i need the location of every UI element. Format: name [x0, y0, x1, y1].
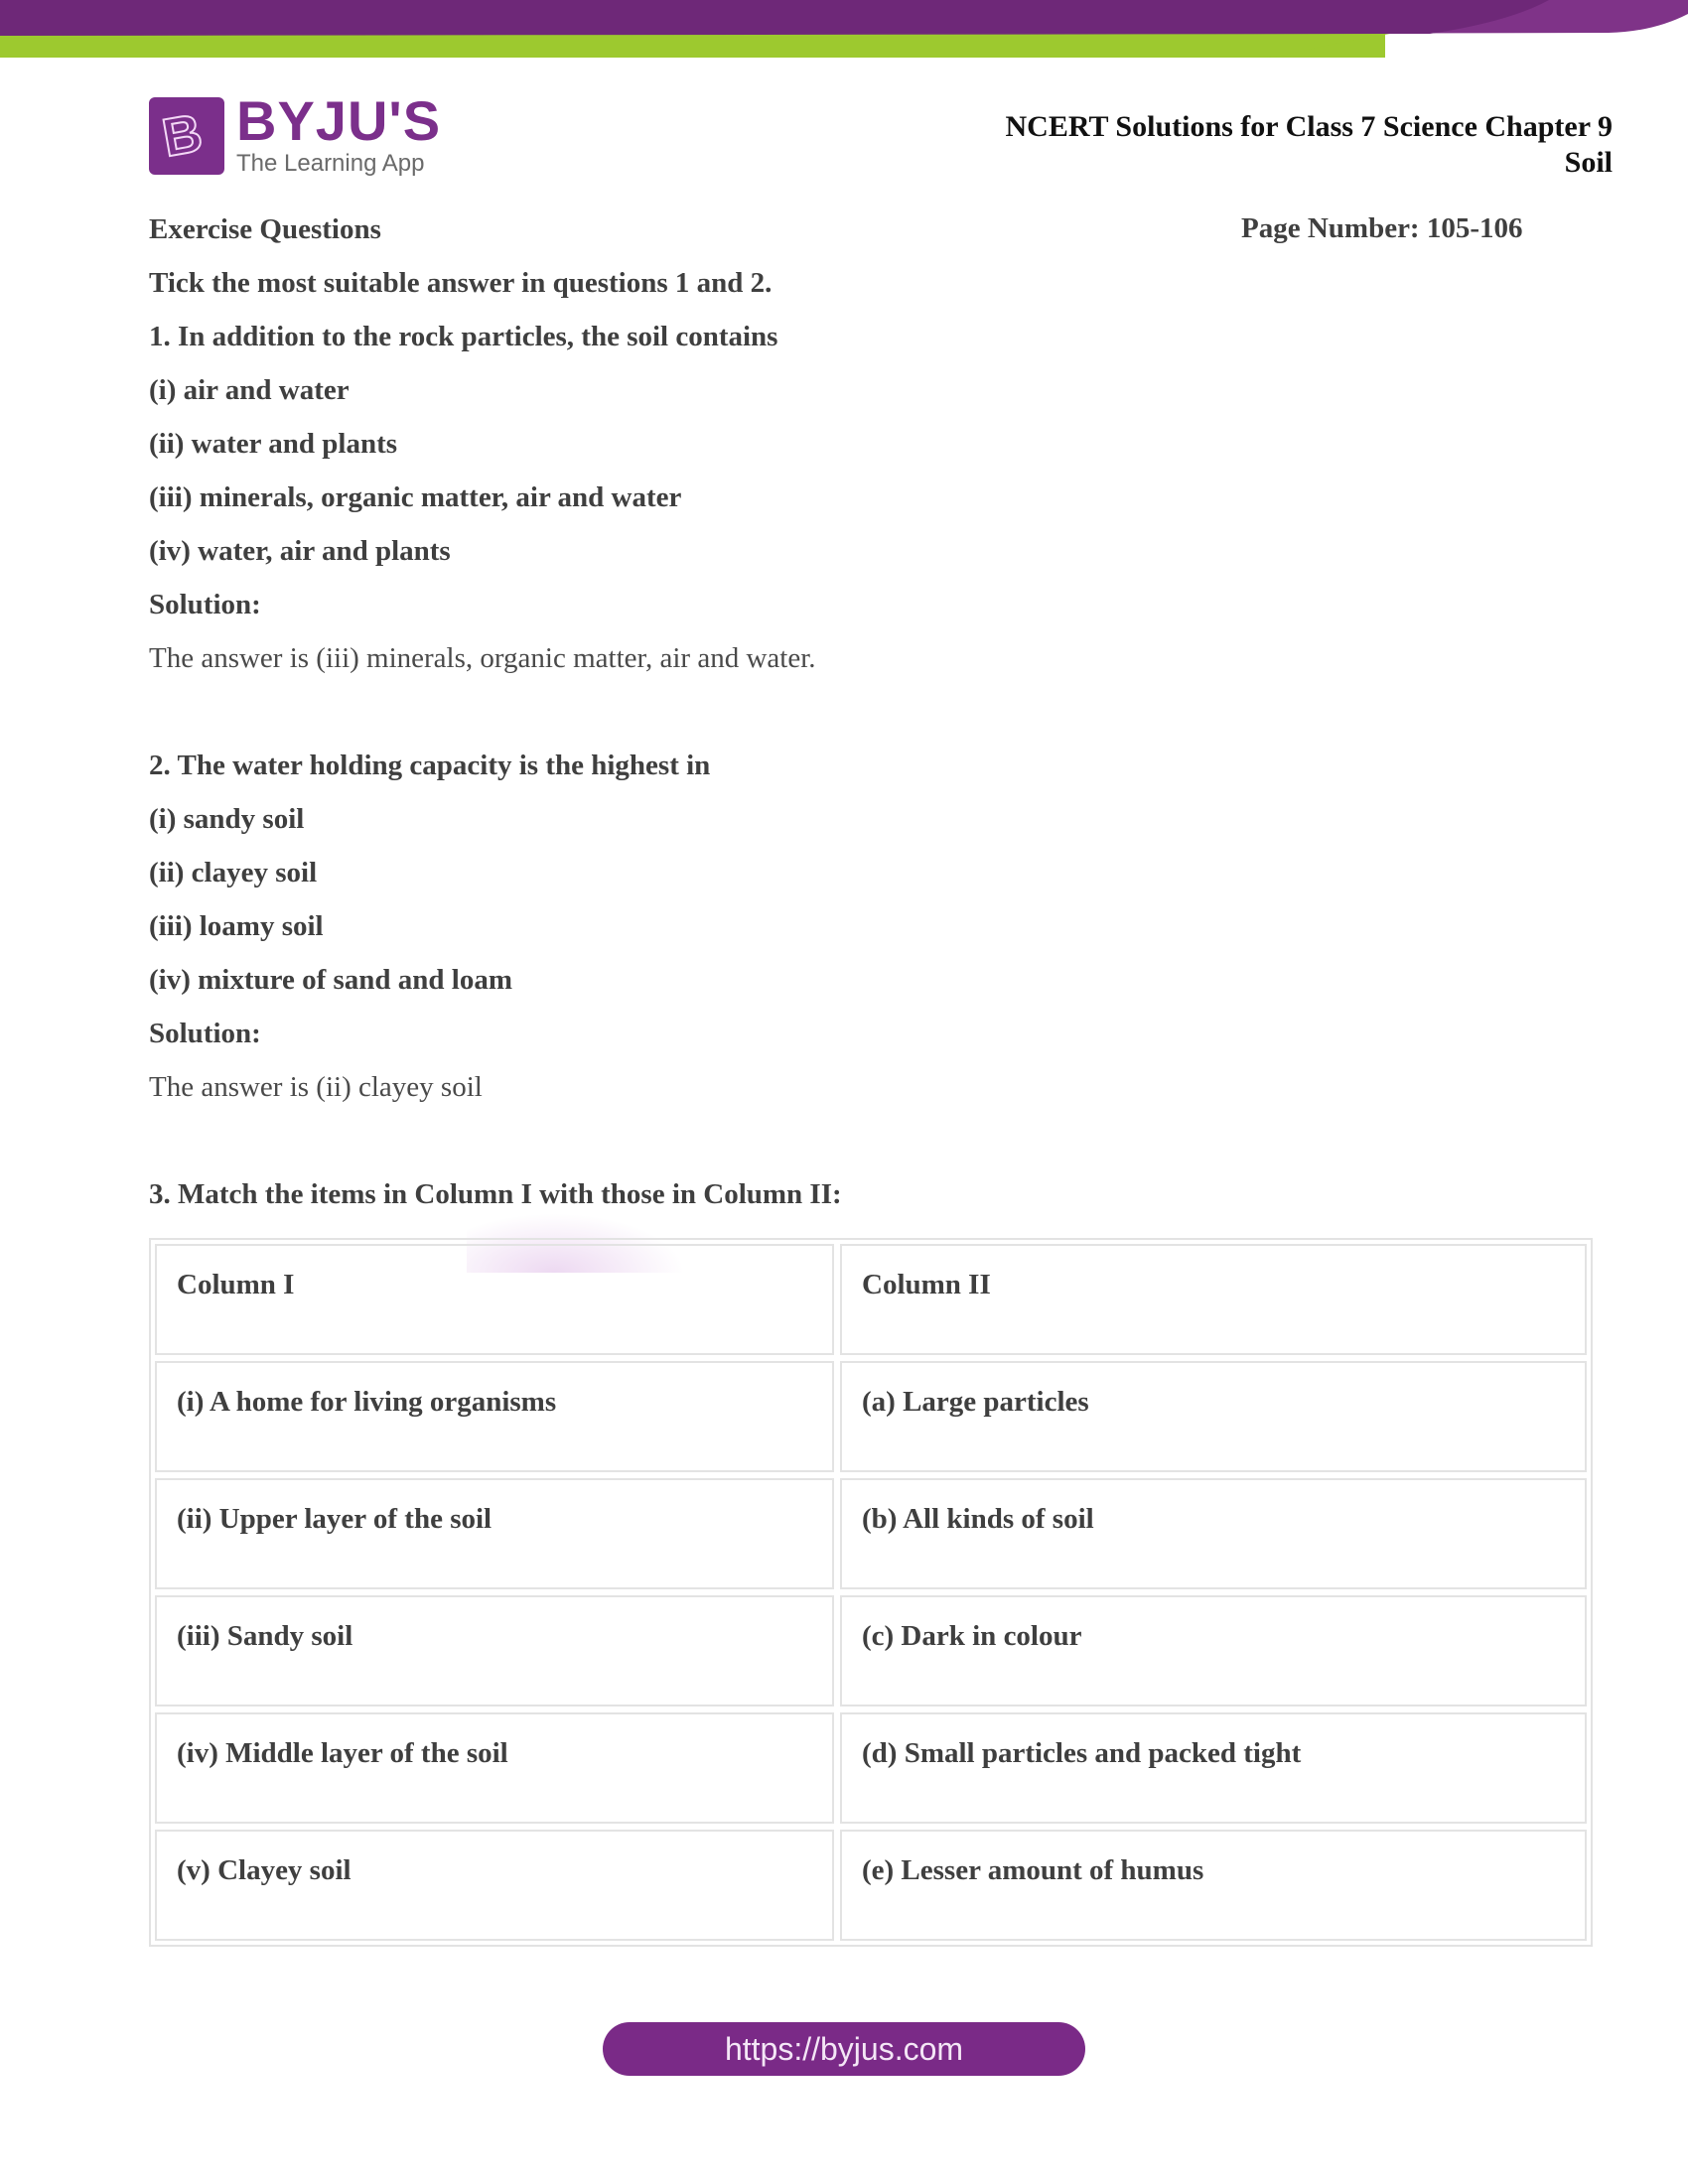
question-text: 1. In addition to the rock particles, the soil contains	[149, 321, 778, 352]
option-item: (i) sandy soil	[149, 803, 305, 835]
option-item: (iii) minerals, organic matter, air and water	[149, 481, 682, 513]
option-item: (ii) water and plants	[149, 428, 398, 460]
column-header: Column I	[155, 1244, 834, 1355]
question-1	[149, 320, 1539, 676]
section-title: Exercise Questions	[149, 213, 381, 245]
table-row	[155, 1361, 1587, 1472]
table-row	[155, 1478, 1587, 1589]
solution-label: Solution:	[149, 589, 261, 620]
logo-b-glyph: B	[158, 102, 207, 169]
column-header: Column II	[840, 1244, 1587, 1355]
table-cell: (b) All kinds of soil	[840, 1478, 1587, 1589]
table-cell: (e) Lesser amount of humus	[840, 1830, 1587, 1941]
table-cell: (v) Clayey soil	[155, 1830, 834, 1941]
solution-label: Solution:	[149, 1018, 261, 1049]
byjus-logo[interactable]	[149, 89, 442, 179]
option-item: (ii) clayey soil	[149, 857, 318, 888]
option-item: (i) air and water	[149, 374, 350, 406]
match-table	[149, 1238, 1593, 1947]
spacer	[149, 695, 1539, 749]
page-number: Page Number: 105-106	[1241, 212, 1523, 244]
match-question-text: 3. Match the items in Column I with those in Column II:	[149, 1178, 842, 1210]
table-row	[155, 1712, 1587, 1824]
document-body	[149, 212, 1539, 1231]
byjus-b-logo-icon	[149, 97, 224, 175]
title-line-2: Soil	[1564, 146, 1613, 179]
table-cell: (a) Large particles	[840, 1361, 1587, 1472]
table-cell: (c) Dark in colour	[840, 1595, 1587, 1706]
spacer	[149, 1124, 1539, 1177]
table-cell: (i) A home for living organisms	[155, 1361, 834, 1472]
banner-purple-main	[0, 0, 1549, 36]
table-cell: (ii) Upper layer of the soil	[155, 1478, 834, 1589]
question-text: 2. The water holding capacity is the highest in	[149, 750, 711, 781]
table-cell: (iii) Sandy soil	[155, 1595, 834, 1706]
instruction-text: Tick the most suitable answer in questions 1 and 2.	[149, 267, 773, 299]
solution-text: The answer is (ii) clayey soil	[149, 1071, 483, 1103]
table-row	[155, 1595, 1587, 1706]
option-item: (iv) mixture of sand and loam	[149, 964, 513, 996]
title-line-1: NCERT Solutions for Class 7 Science Chapter 9	[1005, 110, 1613, 143]
footer-url-link[interactable]: https://byjus.com	[603, 2022, 1085, 2076]
option-item: (iv) water, air and plants	[149, 535, 451, 567]
table-cell: (iv) Middle layer of the soil	[155, 1712, 834, 1824]
top-banner	[0, 0, 1688, 69]
table-header-row	[155, 1244, 1587, 1355]
document-title	[1006, 109, 1614, 181]
logo-wordmark: BYJU'S	[236, 89, 442, 152]
option-item: (iii) loamy soil	[149, 910, 324, 942]
logo-tagline: The Learning App	[236, 150, 425, 177]
question-2	[149, 749, 1539, 1105]
solution-text: The answer is (iii) minerals, organic matter, air and water.	[149, 642, 816, 674]
table-cell: (d) Small particles and packed tight	[840, 1712, 1587, 1824]
table-row	[155, 1830, 1587, 1941]
